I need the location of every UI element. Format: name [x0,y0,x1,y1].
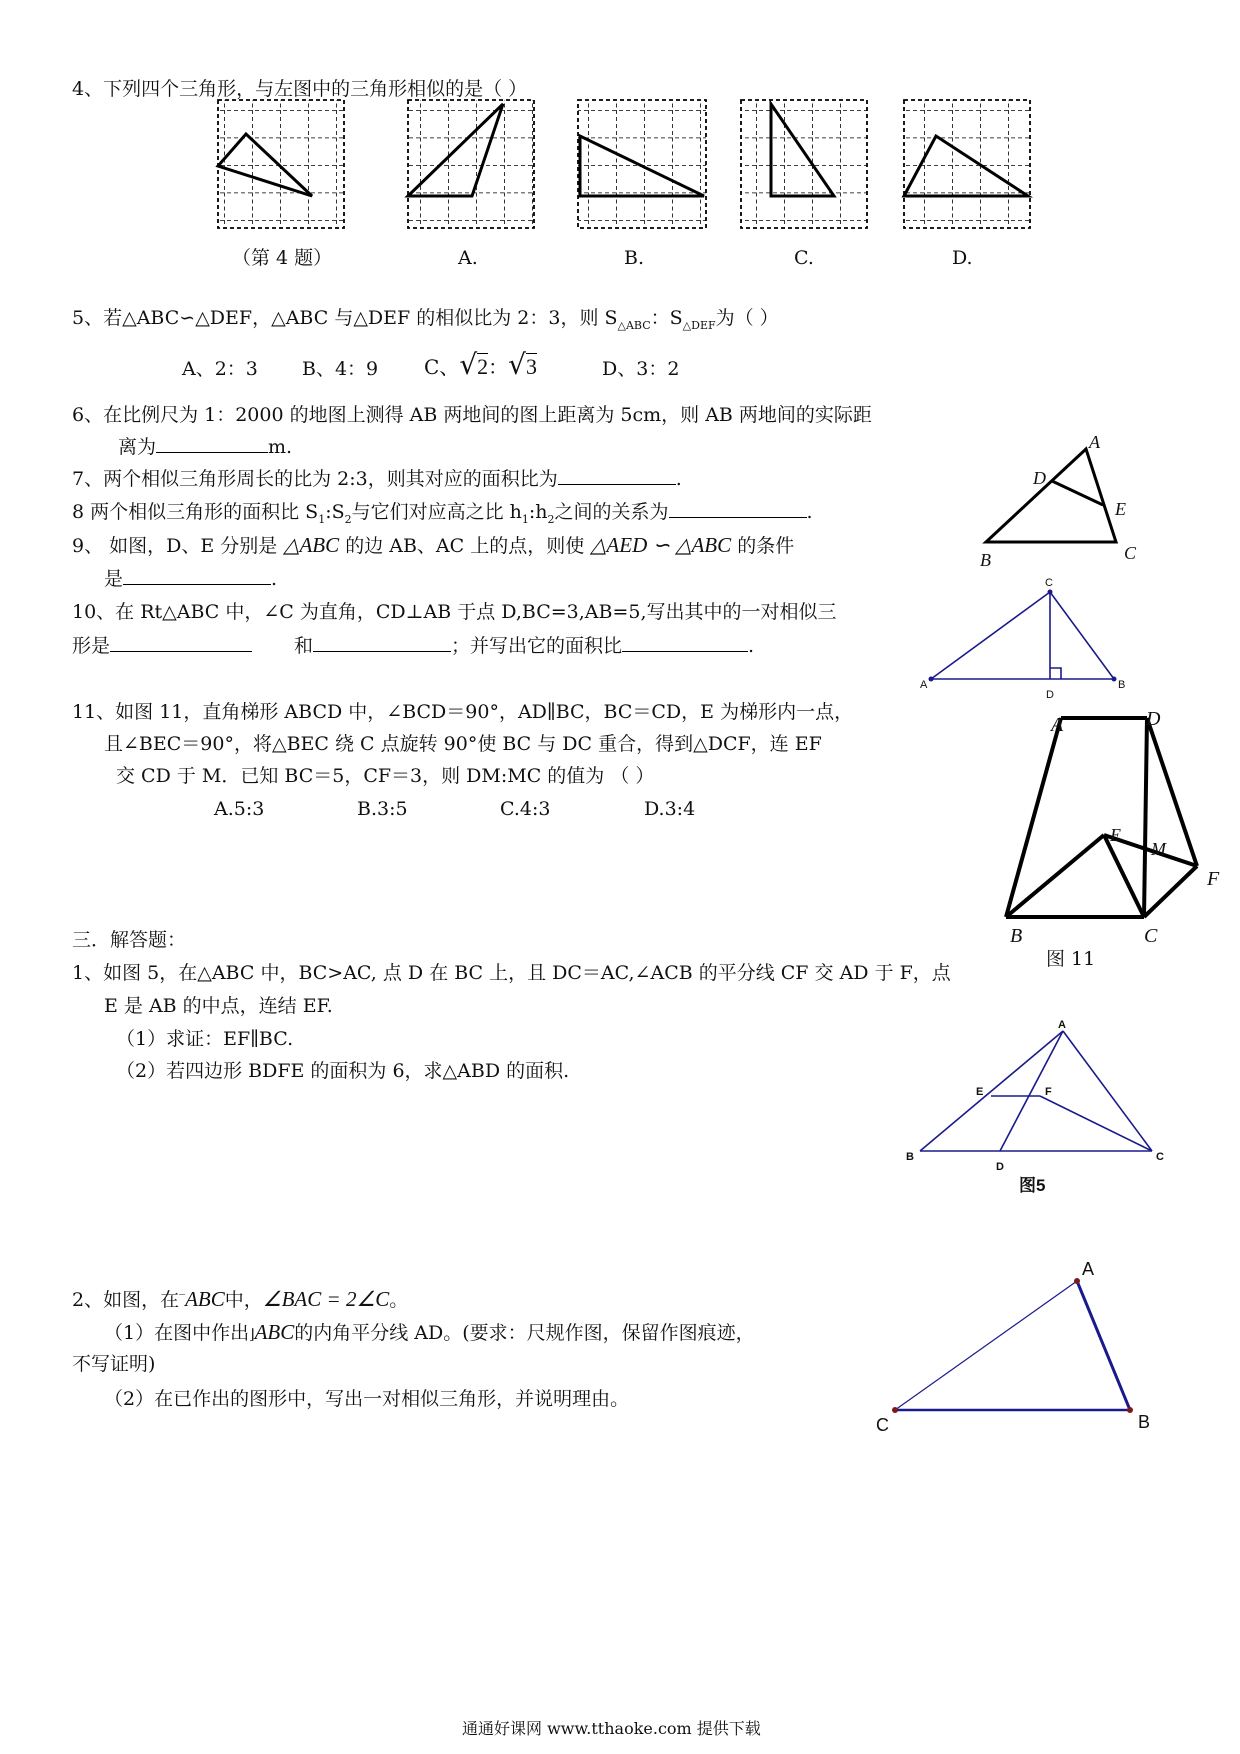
q9-line2: 是 . [104,568,278,590]
p1-sub1: （1）求证：EF∥BC. [116,1028,294,1050]
q11-option-c: C.4:3 [500,798,551,820]
q11-option-a: A.5:3 [214,798,265,820]
p2-line1: 2、如图，在‾ABC中，∠BAC = 2∠C。 [72,1287,409,1311]
fig5-label-f: F [1045,1086,1052,1098]
fig11-caption: 图 11 [1046,948,1096,970]
fig5-label-d: D [996,1161,1004,1173]
p1-line1: 1、如图 5，在△ABC 中，BC>AC, 点 D 在 BC 上，且 DC＝AC,∠ACB 的平分线 CF 交 AD 于 F，点 [72,962,951,984]
fig11-label-e: E [1110,825,1121,845]
fig11-label-d: D [1146,708,1161,730]
q11-option-d: D.3:4 [644,798,696,820]
fig5-label-e: E [976,1086,984,1098]
q10-line2: 形是 和 ；并写出它的面积比 . [72,635,755,657]
q5-option-b: B、4：9 [302,358,379,380]
q6-line1: 6、在比例尺为 1：2000 的地图上测得 AB 两地间的图上距离为 5cm，则 AB 两地间的实际距 [72,404,872,426]
q4-label-original: （第 4 题） [232,247,333,269]
q4-label-b: B. [624,247,645,269]
q11-line2: 且∠BEC＝90°，将△BEC 绕 C 点旋转 90°使 BC 与 DC 重合，得到△DCF，连 EF [104,733,822,755]
q4-label-a: A. [458,247,478,269]
fig5-caption: 图5 [1019,1176,1046,1195]
fig5-label-a: A [1058,1019,1066,1031]
fig5-label-c: C [1156,1151,1164,1163]
q5-option-a: A、2：3 [182,358,258,380]
fig11-label-m: M [1151,839,1166,859]
q11-line1: 11、如图 11，直角梯形 ABCD 中，∠BCD＝90°，AD∥BC，BC＝CD，E 为梯形内一点， [72,701,854,723]
p2-label-a: A [1082,1259,1095,1279]
q11-option-b: B.3:5 [357,798,408,820]
q4-label-d: D. [952,247,973,269]
q9-label-b: B [980,550,991,570]
p1-line2: E 是 AB 的中点，连结 EF. [104,995,333,1017]
fig5-label-b: B [906,1151,914,1163]
q11-line3: 交 CD 于 M．已知 BC＝5，CF＝3，则 DM:MC 的值为 （ ） [116,765,655,787]
p1-sub2: （2）若四边形 BDFE 的面积为 6，求△ABD 的面积. [116,1060,570,1082]
q10-label-a: A [920,679,928,691]
section3-heading: 三．解答题： [72,929,187,951]
q6-line2: 离为 m. [118,436,293,458]
p2-sub1-cont: 不写证明) [72,1353,156,1375]
q5-option-d: D、3：2 [602,358,680,380]
q9-line1: 9、 如图，D、E 分别是 △ABC 的边 AB、AC 上的点，则使 △AED ∽ △ABC 的条件 [72,533,795,557]
p2-label-c: C [876,1415,889,1435]
p2-label-b: B [1138,1412,1151,1432]
fig11-label-b: B [1010,925,1023,947]
p2-sub2: （2）在已作出的图形中，写出一对相似三角形，并说明理由。 [104,1388,630,1410]
q8: 8 两个相似三角形的面积比 $S_1:S_2$与它们对应高之比 $h_1:h_2$之间的关系为 . [72,501,813,526]
q9-label-c: C [1124,543,1137,563]
fig11-label-c: C [1144,925,1158,947]
p2-sub1: （1）在图中作出⌋ABC的内角平分线 AD。(要求：尺规作图，保留作图痕迹， [104,1320,755,1344]
q10-label-b: B [1118,679,1126,691]
q5-option-c: C、√2：√3 [424,348,537,381]
q10-label-c: C [1045,577,1053,589]
footer: 通通好课网 www.tthaoke.com 提供下载 [462,1719,761,1738]
q10-line1: 10、在 Rt△ABC 中，∠C 为直角，CD⊥AB 于点 D,BC=3,AB=5,写出其中的一对相似三 [72,601,837,623]
q5-stem: 5、若△ABC∽△DEF，△ABC 与△DEF 的相似比为 2：3，则 $S_{\triangle ABC}$：$S_{\triangle DEF}$为（ ） [72,307,779,332]
q9-label-a: A [1089,432,1100,452]
q9-label-d: D [1033,468,1046,488]
q4-label-c: C. [794,247,814,269]
q4-question: 4、下列四个三角形，与左图中的三角形相似的是（ ） [72,78,528,100]
q9-label-e: E [1115,499,1126,519]
fig11-label-a: A [1051,714,1064,736]
q10-label-d: D [1046,689,1054,701]
q7: 7、两个相似三角形周长的比为 2:3，则其对应的面积比为 . [72,468,682,490]
fig11-label-f: F [1207,868,1220,890]
